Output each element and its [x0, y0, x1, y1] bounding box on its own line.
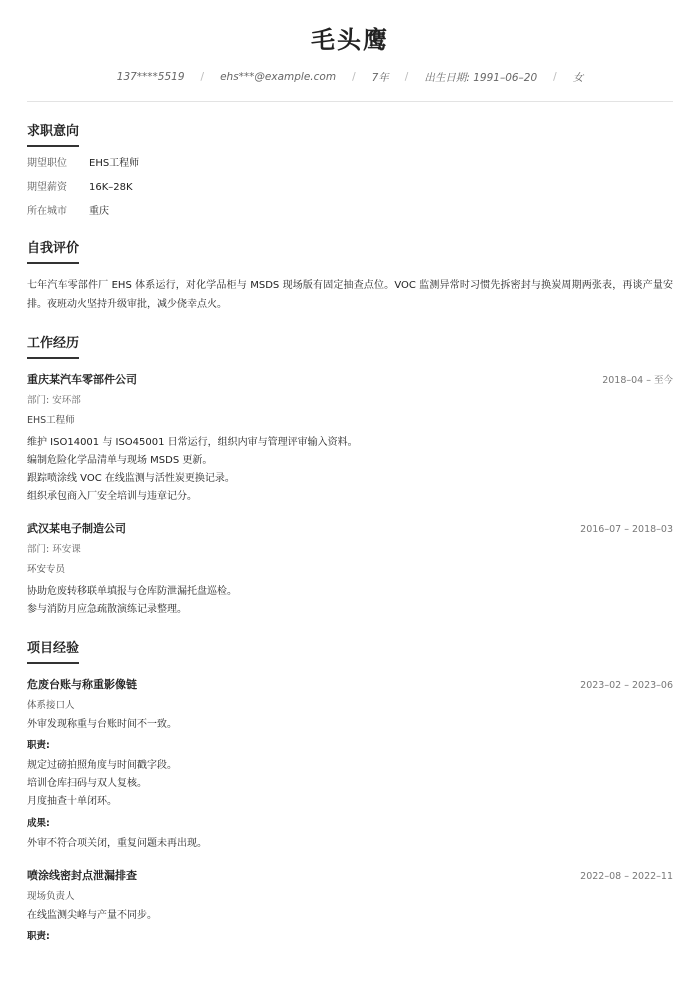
list-item: 维护 ISO14001 与 ISO45001 日常运行，组织内审与管理评审输入资料。	[27, 437, 358, 448]
header-divider	[27, 101, 673, 102]
contact-bar	[27, 69, 673, 85]
project-background: 外审发现称重与台账时间不一致。	[27, 719, 177, 730]
duty-label: 职责:	[27, 740, 50, 751]
gender-text: 女	[572, 71, 584, 84]
section-projects	[27, 637, 673, 945]
phone-text: 137****5519	[116, 71, 185, 83]
company-name: 重庆某汽车零部件公司	[27, 373, 137, 386]
project-result: 外审不符合项关闭，重复问题未再出现。	[27, 838, 207, 849]
section-work-experience	[27, 332, 673, 619]
list-item: 组织承包商入厂安全培训与违章记分。	[27, 491, 197, 502]
section-title: 自我评价	[27, 237, 79, 264]
work-entry	[27, 520, 673, 619]
project-background: 在线监测尖峰与产量不同步。	[27, 910, 157, 921]
duty-label: 职责:	[27, 931, 50, 942]
email-text: ehs***@example.com	[220, 71, 337, 83]
list-item: 编制危险化学品清单与现场 MSDS 更新。	[27, 455, 213, 466]
list-item: 月度抽查十单闭环。	[27, 796, 117, 807]
separator: /	[352, 71, 356, 83]
result-label: 成果:	[27, 818, 50, 829]
list-item: 跟踪喷涂线 VOC 在线监测与活性炭更换记录。	[27, 473, 235, 484]
intent-label: 所在城市	[27, 206, 67, 217]
intent-row-salary	[27, 181, 673, 195]
project-name: 危废台账与称重影像链	[27, 678, 137, 691]
list-item: 培训仓库扫码与双人复核。	[27, 778, 147, 789]
date-range: 2022–08 – 2022–11	[580, 871, 673, 882]
project-role: 体系接口人	[27, 700, 75, 711]
duty-list	[27, 434, 673, 506]
intent-value: 重庆	[89, 206, 109, 217]
project-name: 喷涂线密封点泄漏排查	[27, 869, 137, 882]
date-range: 2016–07 – 2018–03	[580, 524, 673, 535]
section-job-intent	[27, 120, 673, 219]
project-entry	[27, 676, 673, 853]
job-role: EHS工程师	[27, 415, 75, 426]
list-item: 规定过磅拍照角度与时间戳字段。	[27, 760, 177, 771]
intent-value: EHS工程师	[89, 158, 140, 169]
duty-list	[27, 583, 673, 619]
intent-label: 期望薪资	[27, 182, 67, 193]
separator: /	[200, 71, 205, 83]
section-title: 求职意向	[27, 120, 79, 147]
job-role: 环安专员	[27, 564, 66, 575]
intent-row-position	[27, 157, 673, 171]
intent-label: 期望职位	[27, 158, 67, 169]
section-title: 工作经历	[27, 332, 79, 359]
project-role: 现场负责人	[27, 891, 75, 902]
candidate-name: 毛头鹰	[311, 26, 389, 54]
work-entry	[27, 371, 673, 506]
self-evaluation-text: 七年汽车零部件厂 EHS 体系运行，对化学品柜与 MSDS 现场版有固定抽查点位。VOC 监测异常时习惯先拆密封与换炭周期两张表，再谈产量安排。夜班动火坚持升级审批，减少侥幸点火。	[27, 280, 673, 310]
separator: /	[553, 71, 557, 83]
company-name: 武汉某电子制造公司	[27, 522, 126, 535]
date-range: 2018–04 – 至今	[602, 375, 673, 386]
separator: /	[404, 71, 409, 83]
department: 部门: 安环部	[27, 395, 81, 406]
date-range: 2023–02 – 2023–06	[580, 680, 673, 691]
intent-value: 16K–28K	[89, 182, 133, 193]
birth-text: 出生日期: 1991–06–20	[424, 71, 538, 84]
section-title: 项目经验	[27, 637, 79, 664]
project-entry	[27, 867, 673, 945]
duty-list	[27, 757, 673, 811]
list-item: 协助危废转移联单填报与仓库防泄漏托盘巡检。	[27, 586, 237, 597]
experience-text: 7年	[371, 71, 389, 84]
list-item: 参与消防月应急疏散演练记录整理。	[27, 604, 187, 615]
intent-row-city	[27, 205, 673, 219]
department: 部门: 环安课	[27, 544, 81, 555]
section-self-evaluation	[27, 237, 673, 314]
